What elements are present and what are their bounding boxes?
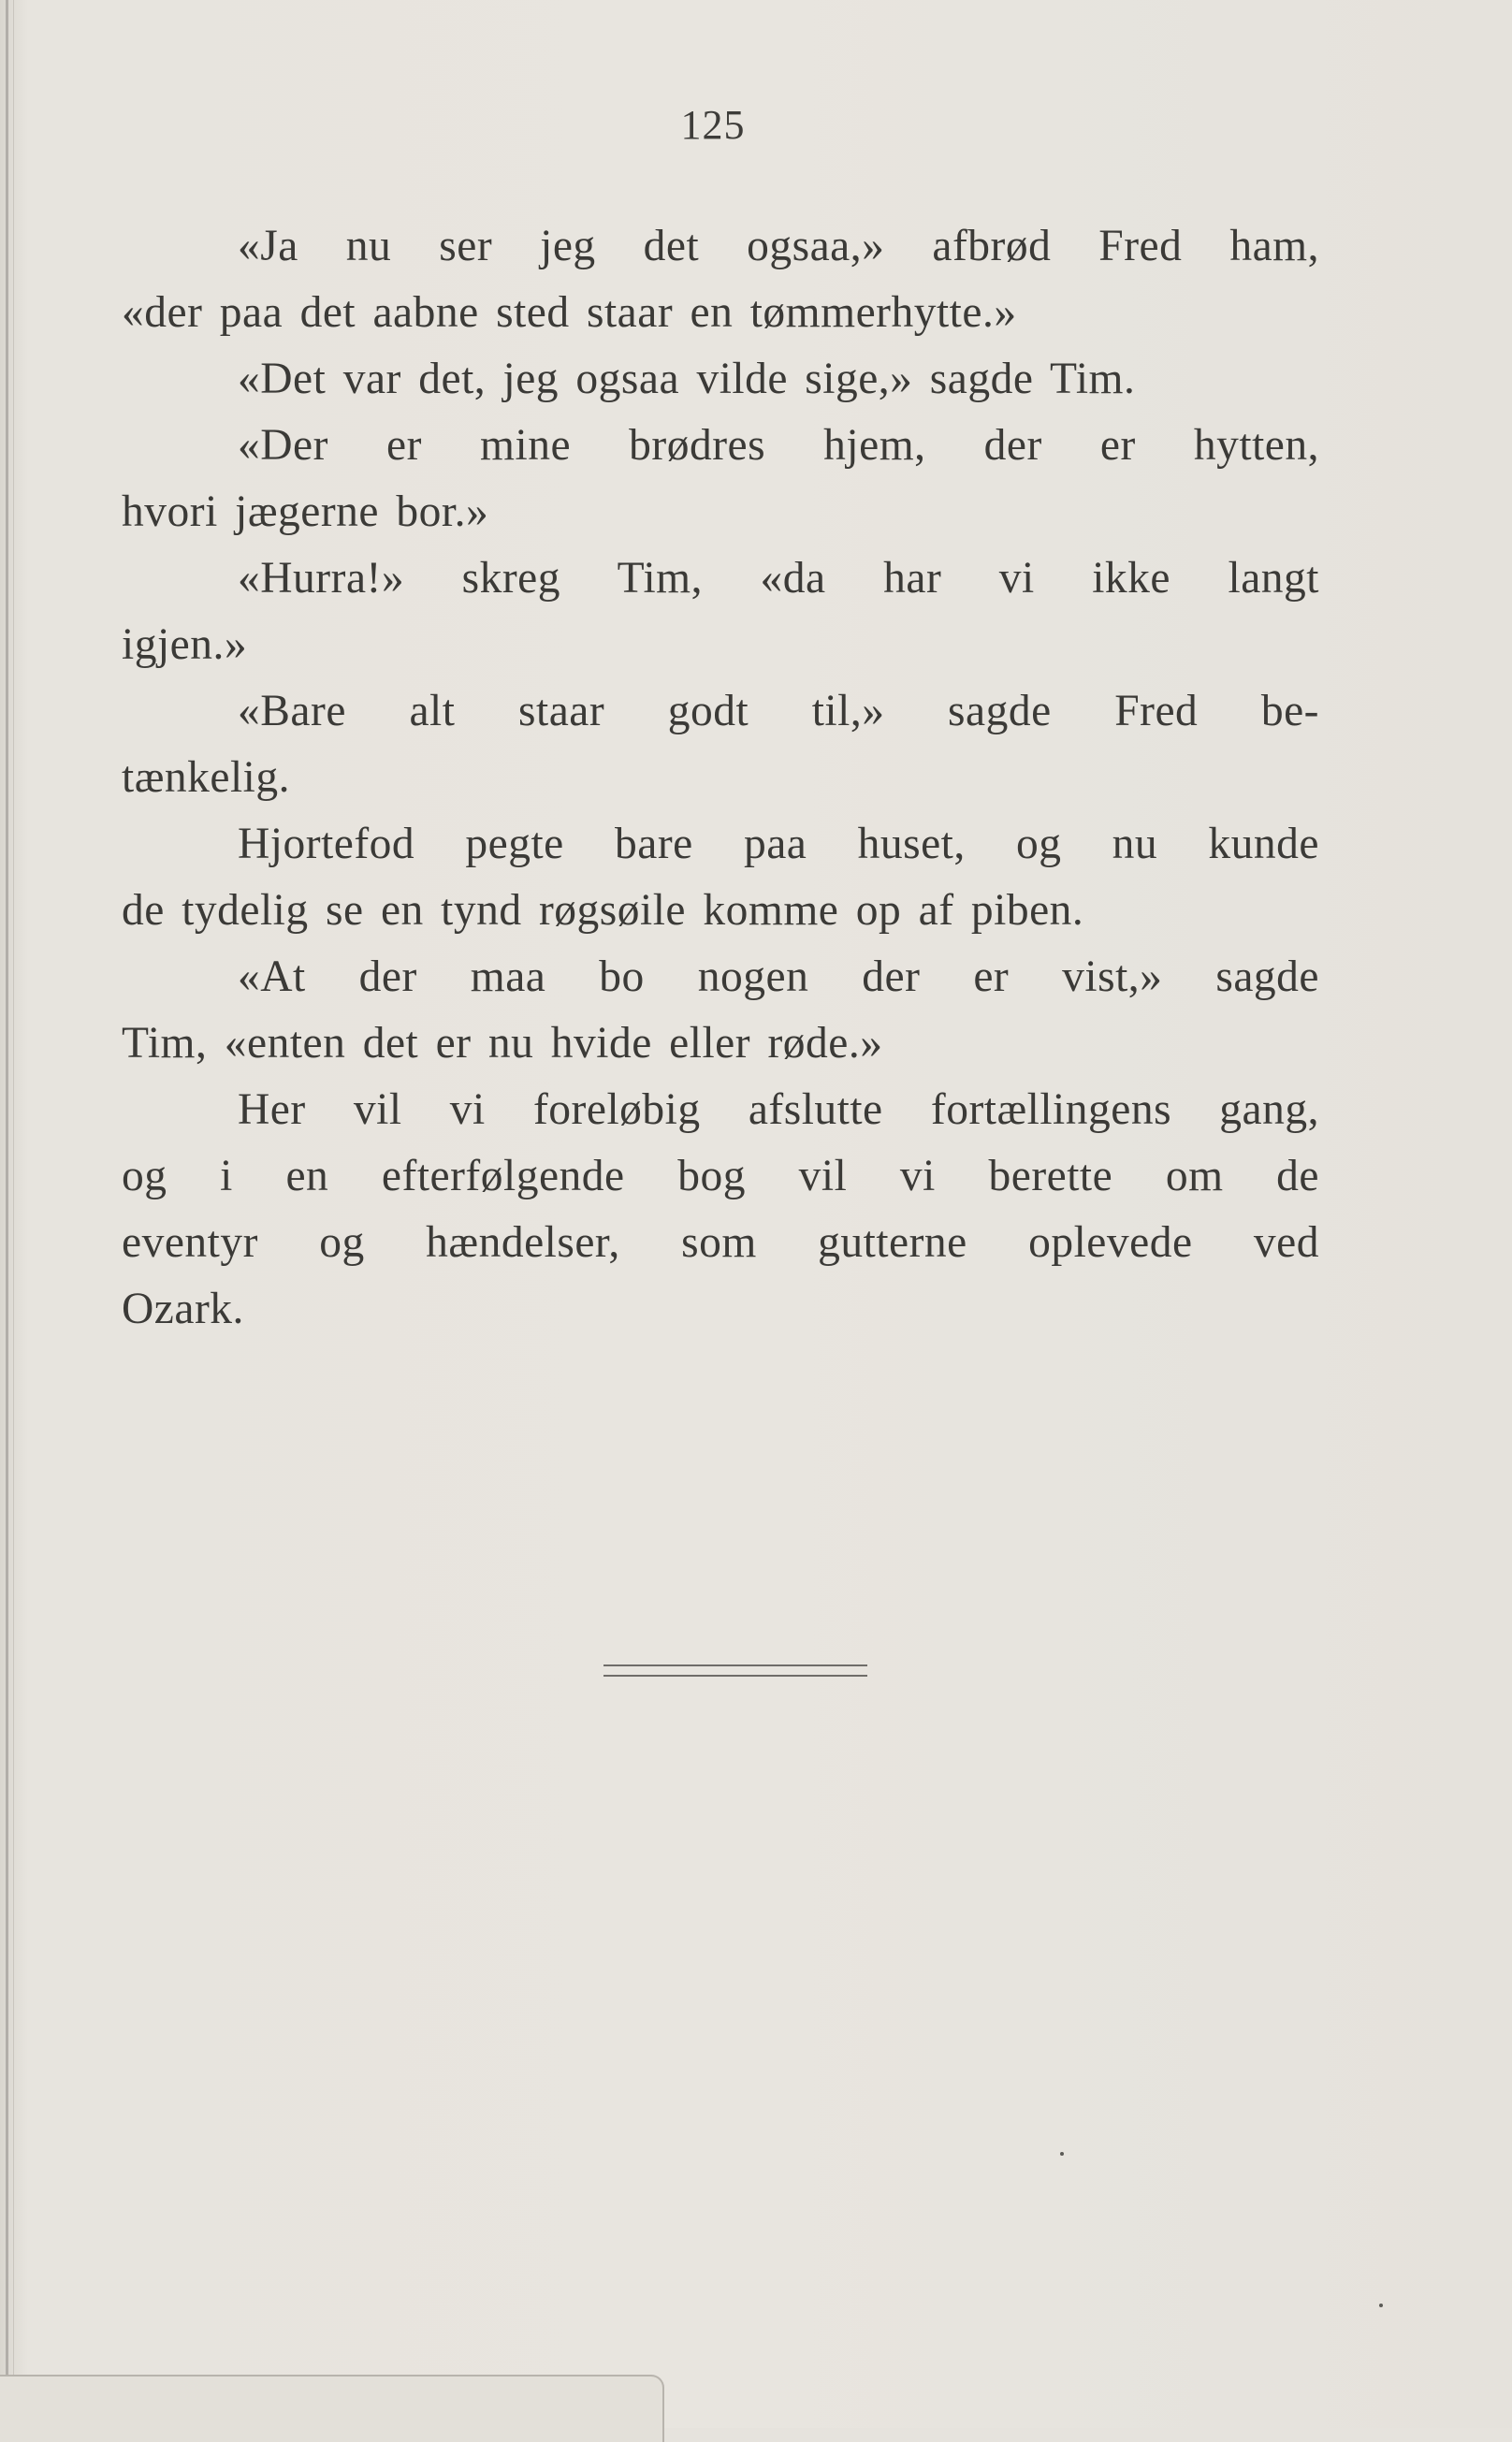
paper-speck: [1060, 2152, 1064, 2156]
text-line: tænkelig.: [122, 753, 290, 802]
page-binding-edge-inner: [13, 0, 14, 2428]
end-rule-top: [603, 1664, 867, 1666]
text-line: Her vil vi foreløbig afslutte fortællingens gang,: [238, 1085, 1319, 1134]
page-binding-edge: [6, 0, 8, 2428]
text-line: «Ja nu ser jeg det ogsaa,» afbrød Fred ham,: [238, 222, 1319, 270]
text-line: igjen.»: [122, 620, 248, 669]
text-line: eventyr og hændelser, som gutterne oplevede ved: [122, 1218, 1319, 1267]
text-line: «Det var det, jeg ogsaa vilde sige,» sagde Tim.: [238, 355, 1136, 403]
page-number: 125: [680, 102, 746, 148]
text-line: Ozark.: [122, 1285, 244, 1333]
text-line: «At der maa bo nogen der er vist,» sagde: [238, 952, 1319, 1001]
paper-speck: [1379, 2304, 1383, 2307]
text-line: «der paa det aabne sted staar en tømmerhytte.»: [122, 288, 1017, 337]
paper-slip-edge: [0, 2375, 664, 2442]
text-line: hvori jægerne bor.»: [122, 487, 489, 536]
end-rule-bottom: [603, 1675, 867, 1677]
text-line: Hjortefod pegte bare paa huset, og nu kunde: [238, 820, 1319, 868]
text-line: Tim, «enten det er nu hvide eller røde.»: [122, 1019, 883, 1068]
text-line: og i en efterfølgende bog vil vi berette om de: [122, 1152, 1319, 1200]
text-line: de tydelig se en tynd røgsøile komme op af piben.: [122, 886, 1084, 935]
text-line: «Bare alt staar godt til,» sagde Fred be-: [238, 687, 1319, 735]
text-line: «Hurra!» skreg Tim, «da har vi ikke langt: [238, 554, 1319, 603]
body-text: [122, 213, 1319, 1343]
text-line: «Der er mine brødres hjem, der er hytten,: [238, 421, 1319, 470]
